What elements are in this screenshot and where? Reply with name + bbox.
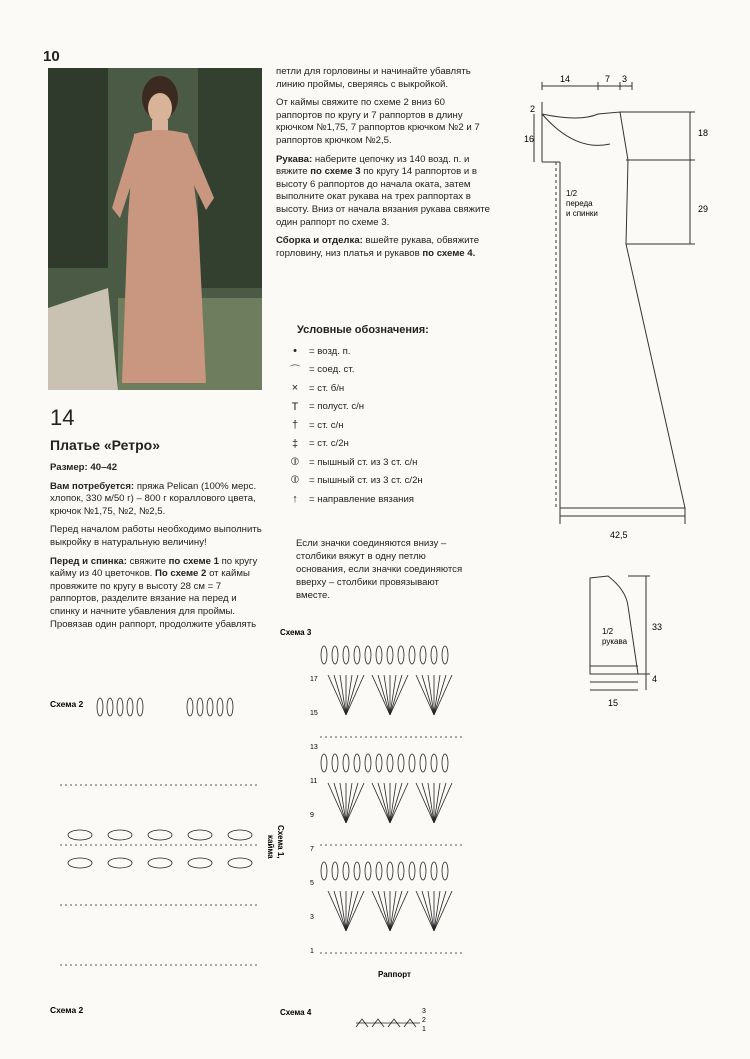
flower-petal-mark (68, 858, 92, 868)
puff-stitch-mark (332, 862, 338, 880)
pattern-label-1: 1/2 (566, 189, 578, 198)
legend-text: = направление вязания (309, 493, 415, 505)
puff-stitch-mark (420, 754, 426, 772)
puff-stitch-mark (398, 754, 404, 772)
s4-row-1: 1 (422, 1026, 426, 1033)
legend-item (285, 435, 455, 454)
puff-stitch-mark (387, 646, 393, 664)
scheme-3-row-number: 5 (310, 880, 314, 887)
puff-stitch-mark (387, 862, 393, 880)
stitch-fan-line (390, 783, 402, 823)
legend-text: = возд. п. (309, 345, 351, 357)
puff-stitch-mark (409, 754, 415, 772)
intro: Перед началом работы необходимо выполнить выкройку в натуральную величину! (50, 524, 262, 548)
dim-3: 3 (622, 74, 628, 84)
puff-stitch-mark (376, 754, 382, 772)
note: Если значки соединяются внизу – столбики вяжут в одну петлю основания, если значки соединяются вверху – столбики провязывают вместе. (296, 538, 463, 601)
puff-stitch-mark (343, 646, 349, 664)
stitch-fan-line (390, 675, 402, 715)
legend-text: = ст. с/н (309, 419, 344, 431)
front-back: Перед и спинка: свяжите по схеме 1 по кругу кайму из 40 цветочков. По схеме 2 от каймы провяжите по кругу в высоту 28 см = 7 раппортов, разделите вязание на перед и спинку и начните убавления для проймы. Провязав один раппорт, продолжите убавлять (50, 555, 258, 630)
puff-stitch-mark (409, 646, 415, 664)
pattern-label-3: и спинки (566, 209, 598, 218)
stitch-fan-line (390, 891, 402, 931)
flower-petal-mark (188, 858, 212, 868)
puff-stitch-mark (217, 698, 223, 716)
puff-stitch-mark (387, 754, 393, 772)
stitch-fan-line (434, 891, 446, 931)
legend-symbol: ‡ (291, 437, 299, 450)
legend-item (285, 453, 455, 472)
flower-petal-mark (108, 830, 132, 840)
materials: Вам потребуется: пряжа Pelican (100% мерс. хлопок, 330 м/50 г) – 800 г кораллового цвета, крючок №1,75, №2, №2,5. (50, 480, 257, 517)
stitch-fan-line (422, 783, 434, 823)
puff-stitch-mark (442, 754, 448, 772)
puff-stitch-mark (343, 754, 349, 772)
flower-petal-mark (228, 830, 252, 840)
puff-stitch-mark (398, 862, 404, 880)
scheme-3-row-number: 11 (310, 778, 318, 785)
puff-stitch-mark (376, 862, 382, 880)
scheme-3-diagram (280, 625, 480, 990)
puff-stitch-mark (431, 754, 437, 772)
flower-petal-mark (108, 858, 132, 868)
scheme-3-row-number: 3 (310, 914, 314, 921)
stitch-fan-line (422, 675, 434, 715)
puff-stitch-mark (321, 754, 327, 772)
legend-text: = пышный ст. из 3 ст. с/2н (309, 475, 423, 487)
s4-row-3: 3 (422, 1008, 426, 1015)
legend-text: = пышный ст. из 3 ст. с/н (309, 456, 418, 468)
dim-7: 7 (605, 74, 611, 84)
sleeve-label-1: 1/2 (602, 627, 614, 636)
puff-stitch-mark (354, 862, 360, 880)
puff-stitch-mark (321, 646, 327, 664)
puff-stitch-mark (409, 862, 415, 880)
puff-stitch-mark (107, 698, 113, 716)
dim-29: 29 (698, 204, 709, 214)
flower-petal-mark (188, 830, 212, 840)
puff-stitch-mark (227, 698, 233, 716)
model-title: Платье «Ретро» (50, 437, 161, 453)
scheme-4-label: Схема 4 (280, 1008, 312, 1017)
pattern-front-back (520, 72, 735, 542)
legend-symbol: • (293, 345, 297, 358)
col2-paragraph-1: петли для горловины и начинайте убавлять линию проймы, сверяясь с выкройкой. (276, 66, 471, 90)
flower-petal-mark (148, 830, 172, 840)
rapport-label: Раппорт (378, 970, 411, 979)
flower-petal-mark (68, 830, 92, 840)
puff-stitch-mark (354, 646, 360, 664)
stitch-fan-line (378, 675, 390, 715)
stitch-fan-line (434, 783, 446, 823)
dim-16: 16 (524, 134, 535, 144)
legend-symbol: × (291, 382, 299, 395)
photo-illustration (48, 68, 262, 390)
legend-item (285, 490, 455, 509)
legend-text: = ст. с/2н (309, 438, 349, 450)
legend-item (285, 472, 455, 491)
puff-stitch-mark (127, 698, 133, 716)
dim-33: 33 (652, 622, 663, 632)
legend-item (285, 379, 455, 398)
flower-petal-mark (228, 858, 252, 868)
puff-stitch-mark (207, 698, 213, 716)
puff-stitch-mark (442, 646, 448, 664)
puff-stitch-mark (354, 754, 360, 772)
puff-stitch-mark (332, 754, 338, 772)
model-photo (48, 68, 262, 390)
puff-stitch-mark (321, 862, 327, 880)
legend-item (285, 416, 455, 435)
puff-stitch-mark (332, 646, 338, 664)
legend-symbol: ⦶ (291, 474, 299, 487)
puff-stitch-mark (187, 698, 193, 716)
stitch-fan-line (378, 891, 390, 931)
legend-item (285, 398, 455, 417)
dim-42-5: 42,5 (610, 530, 628, 540)
legend (285, 324, 455, 509)
legend-item (285, 361, 455, 380)
stitch-fan-line (334, 891, 346, 931)
puff-stitch-mark (420, 646, 426, 664)
scheme-3-row-number: 9 (310, 812, 314, 819)
puff-stitch-mark (343, 862, 349, 880)
assembly: Сборка и отделка: вшейте рукава, обвяжите горловину, низ платья и рукавов по схеме 4. (276, 235, 480, 259)
legend-text: = ст. б/н (309, 382, 345, 394)
legend-symbol: T (291, 400, 299, 413)
legend-text: = соед. ст. (309, 364, 355, 376)
scheme-3-row-number: 7 (310, 846, 314, 853)
stitch-fan-line (422, 891, 434, 931)
scheme-3-row-number: 1 (310, 948, 314, 955)
scheme-1-label-1: Схема 1, (276, 825, 285, 859)
puff-stitch-mark (376, 646, 382, 664)
puff-stitch-mark (442, 862, 448, 880)
dim-18: 18 (698, 128, 709, 138)
legend-symbol: ⌒ (289, 364, 301, 377)
puff-stitch-mark (431, 862, 437, 880)
dim-15: 15 (608, 698, 619, 708)
instructions-column-1 (50, 462, 268, 637)
dim-14: 14 (560, 74, 571, 84)
puff-stitch-mark (365, 754, 371, 772)
instructions-column-2 (276, 66, 492, 266)
pattern-label-2: переда (566, 199, 593, 208)
stitch-fan-line (378, 783, 390, 823)
scheme-1-label-2: кайма (266, 835, 275, 859)
stitch-fan-line (346, 783, 358, 823)
puff-stitch-mark (197, 698, 203, 716)
dim-4: 4 (652, 674, 658, 684)
scheme-3-label: Схема 3 (280, 628, 312, 637)
legend-symbol: ↑ (292, 493, 298, 506)
sleeves: Рукава: наберите цепочку из 140 возд. п. и вяжите по схеме 3 по кругу 14 раппортов и в высоту 6 раппортов до начала оката, затем выполните окат рукава на трех раппортах в высоту. Вниз от начала вязания рукава свяжите один раппорт по схеме 3. (276, 153, 490, 228)
stitch-fan-line (346, 675, 358, 715)
page-number: 10 (43, 48, 60, 65)
scheme-3-row-number: 17 (310, 676, 318, 683)
puff-stitch-mark (137, 698, 143, 716)
s4-row-2: 2 (422, 1017, 426, 1024)
dim-2: 2 (530, 104, 536, 114)
puff-stitch-mark (431, 646, 437, 664)
puff-stitch-mark (97, 698, 103, 716)
scheme-4-diagram (280, 1003, 450, 1037)
legend-item (285, 342, 455, 361)
stitch-fan-line (434, 675, 446, 715)
scheme-2-diagram (50, 685, 290, 1020)
legend-symbol: † (291, 419, 299, 432)
legend-heading: Условные обозначения: (297, 324, 429, 336)
stitch-fan-line (334, 675, 346, 715)
legend-text: = полуст. с/н (309, 401, 365, 413)
sleeve-label-2: рукава (602, 637, 628, 646)
puff-stitch-mark (365, 862, 371, 880)
pattern-sleeve (578, 570, 678, 715)
puff-stitch-mark (117, 698, 123, 716)
puff-stitch-mark (420, 862, 426, 880)
stitch-fan-line (346, 891, 358, 931)
scheme-3-row-number: 13 (310, 744, 318, 751)
flower-petal-mark (148, 858, 172, 868)
model-number: 14 (50, 405, 75, 430)
scheme-2-bottom-label: Схема 2 (50, 1005, 84, 1015)
col2-paragraph-2: От каймы свяжите по схеме 2 вниз 60 раппортов по кругу и 7 раппортов в длину крючком №1,75, 7 раппортов крючком №2 и 7 раппортов крючком №2,5. (276, 97, 480, 146)
puff-stitch-mark (365, 646, 371, 664)
stitch-fan-line (334, 783, 346, 823)
scheme-3-row-number: 15 (310, 710, 318, 717)
scheme-2-top-label: Схема 2 (50, 699, 84, 709)
puff-stitch-mark (398, 646, 404, 664)
size-line: Размер: 40–42 (50, 462, 118, 473)
legend-symbol: ⦶ (291, 455, 299, 468)
